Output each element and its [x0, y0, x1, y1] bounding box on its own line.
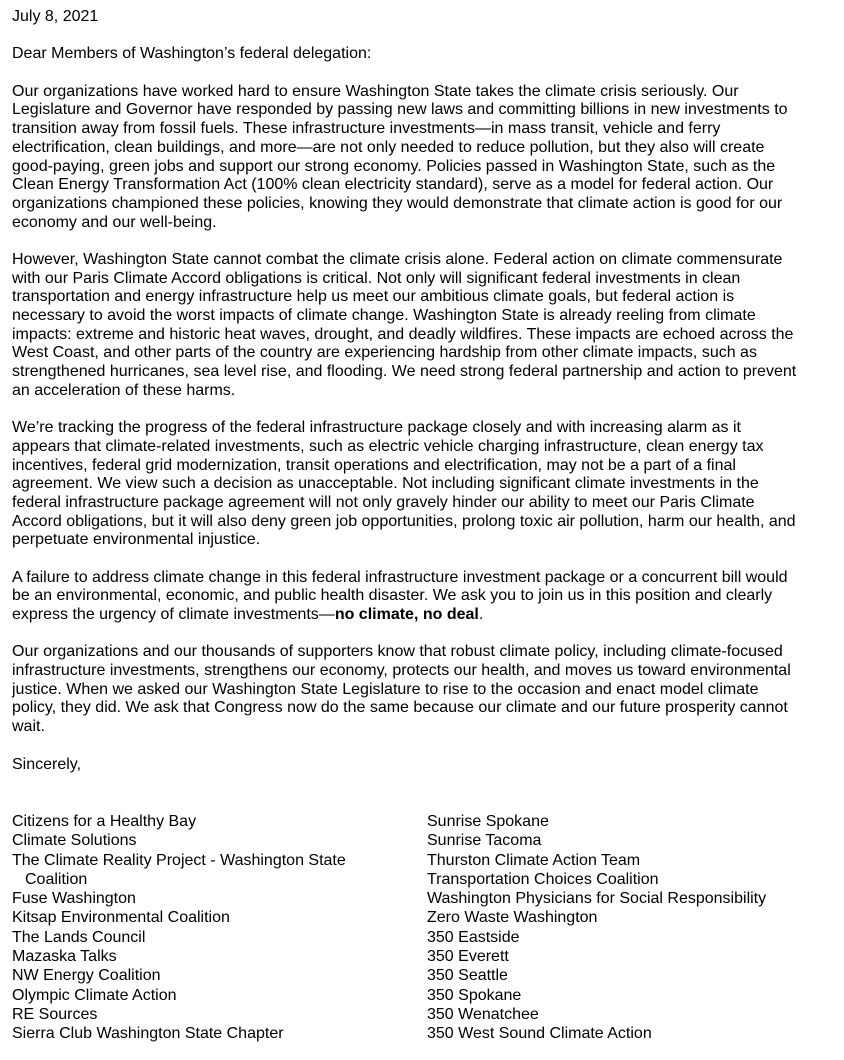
signatory: Olympic Climate Action — [12, 986, 177, 1004]
signatory: Transportation Choices Coalition — [427, 870, 659, 888]
paragraph-line: Clean Energy Transformation Act (100% clean electricity standard), serve as a model for federal action. Our — [12, 176, 774, 194]
paragraph-line: economy and our well-being. — [12, 213, 217, 231]
paragraph-line: transition away from fossil fuels. These infrastructure investments—in mass transit, vehicle and ferry — [12, 120, 721, 138]
paragraph-line: transportation and energy infrastructure help us meet our ambitious climate goals, but federal action is — [12, 288, 735, 306]
signatory: Mazaska Talks — [12, 948, 117, 966]
signatory: Climate Solutions — [12, 832, 137, 850]
signatory: Fuse Washington — [12, 890, 136, 908]
signatory: 350 Everett — [427, 948, 509, 966]
paragraph-line: organizations championed these policies, knowing they would demonstrate that climate action is good for our — [12, 194, 783, 212]
emphasis-no-climate-no-deal: no climate, no deal — [334, 606, 479, 623]
paragraph-line: impacts: extreme and historic heat waves, drought, and deadly wildfires. These impacts are echoed across the — [12, 325, 794, 343]
signatories-left-column — [12, 812, 427, 1044]
paragraph-line: perpetuate environmental injustice. — [12, 531, 261, 549]
signatory: 350 Spokane — [427, 986, 522, 1004]
paragraph-1 — [12, 83, 842, 233]
paragraph-line: Our organizations have worked hard to ensure Washington State takes the climate crisis seriously. Our — [12, 82, 739, 100]
paragraph-line: We’re tracking the progress of the federal infrastructure package closely and with increasing alarm as it — [12, 419, 741, 437]
signatory: Citizens for a Healthy Bay — [12, 813, 197, 830]
text: express the urgency of climate investments— — [12, 606, 335, 623]
signatory: Washington Physicians for Social Responsibility — [427, 890, 767, 908]
paragraph-line: agreement. We view such a decision as unacceptable. Not including significant climate investments in the — [12, 475, 759, 493]
paragraph-5 — [12, 643, 842, 736]
signatory: 350 Wenatchee — [427, 1005, 539, 1023]
letter-body — [12, 8, 842, 774]
letter-date: July 8, 2021 — [12, 8, 99, 25]
salutation: Dear Members of Washington’s federal delegation: — [12, 45, 372, 63]
paragraph-4 — [12, 569, 842, 625]
paragraph-line: strengthened hurricanes, sea level rise, and flooding. We need strong federal partnership and action to prevent — [12, 363, 797, 381]
signatory: Thurston Climate Action Team — [427, 851, 641, 869]
paragraph-line: Accord obligations, but it will also deny green job opportunities, prolong toxic air pollution, harm our health, and — [12, 512, 796, 530]
paragraph-line: infrastructure investments, strengthens our economy, protects our health, and moves us toward environmental — [12, 662, 791, 680]
closing: Sincerely, — [12, 755, 82, 773]
signatory: The Climate Reality Project - Washington State — [12, 851, 346, 869]
signatory: Zero Waste Washington — [427, 909, 598, 927]
paragraph-line: with our Paris Climate Accord obligations is critical. Not only will significant federal investments in clean — [12, 269, 741, 287]
signatory: 350 Seattle — [427, 967, 508, 985]
paragraph-line: appears that climate-related investments, such as electric vehicle charging infrastructure, clean energy tax — [12, 437, 764, 455]
signatory: Sierra Club Washington State Chapter — [12, 1025, 284, 1043]
paragraph-line: good-paying, green jobs and support our strong economy. Policies passed in Washington State, such as the — [12, 157, 776, 175]
paragraph-line: an acceleration of these harms. — [12, 381, 236, 399]
paragraph-line: justice. When we asked our Washington State Legislature to rise to the occasion and enact model climate — [12, 680, 759, 698]
paragraph-3 — [12, 419, 842, 550]
paragraphs — [12, 83, 842, 756]
paragraph-line: However, Washington State cannot combat the climate crisis alone. Federal action on climate commensurate — [12, 250, 783, 268]
signatory: Coalition — [25, 870, 88, 888]
paragraph-line: Our organizations and our thousands of supporters know that robust climate policy, including climate-focused — [12, 643, 783, 661]
paragraph-line: A failure to address climate change in this federal infrastructure investment package or a concurrent bill would — [12, 568, 788, 586]
paragraph-line: be an environmental, economic, and public health disaster. We ask you to join us in this position and clearly — [12, 587, 773, 605]
signatory: Kitsap Environmental Coalition — [12, 909, 230, 927]
paragraph-line: policy, they did. We ask that Congress now do the same because our climate and our future prosperity cannot — [12, 699, 788, 717]
paragraph-line — [12, 606, 842, 625]
signatory: The Lands Council — [12, 928, 146, 946]
paragraph-line: West Coast, and other parts of the country are experiencing hardship from other climate impacts, such as — [12, 344, 757, 362]
signatories — [12, 812, 842, 1044]
paragraph-line: electrification, clean buildings, and more—are not only needed to reduce pollution, but they also will create — [12, 138, 765, 156]
paragraph-line: federal infrastructure package agreement will not only gravely hinder our ability to meet our Paris Climate — [12, 493, 755, 511]
paragraph-line: Legislature and Governor have responded by passing new laws and committing billions in new investments to — [12, 101, 788, 119]
signatory: NW Energy Coalition — [12, 967, 161, 985]
signatories-right-column — [427, 812, 842, 1044]
paragraph-line: necessary to avoid the worst impacts of climate change. Washington State is already reeling from climate — [12, 307, 756, 324]
paragraph-line: wait. — [12, 718, 45, 736]
signatory: 350 West Sound Climate Action — [427, 1025, 652, 1043]
text: . — [478, 606, 484, 623]
signatory: RE Sources — [12, 1005, 98, 1023]
paragraph-2 — [12, 251, 842, 401]
signatory: Sunrise Spokane — [427, 813, 549, 830]
signatory: Sunrise Tacoma — [427, 832, 542, 850]
paragraph-line: incentives, federal grid modernization, transit operations and electrification, may not be a part of a final — [12, 456, 736, 474]
signatory: 350 Eastside — [427, 928, 520, 946]
